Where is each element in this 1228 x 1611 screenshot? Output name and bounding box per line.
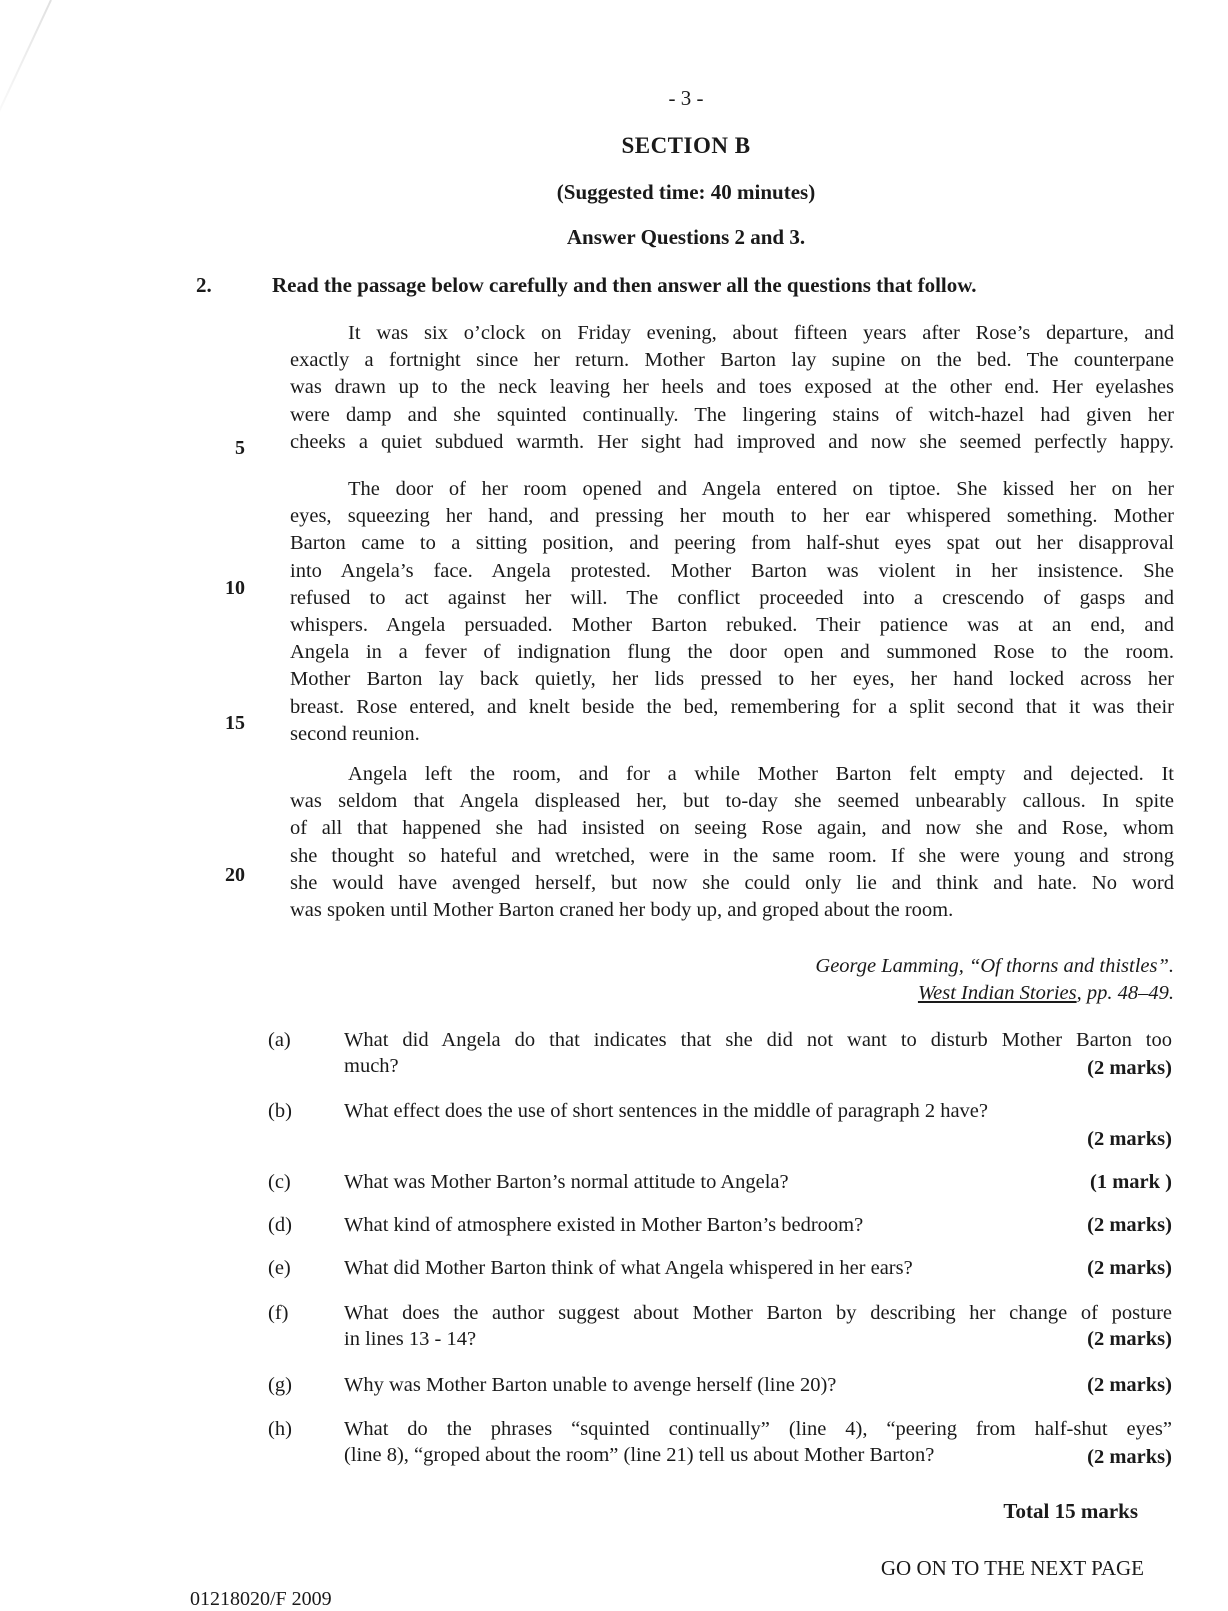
next-page-notice: GO ON TO THE NEXT PAGE	[880, 1556, 1144, 1580]
sub-question-text: What did Angela do that indicates that she did not want to disturb Mother Barton too	[344, 1029, 1172, 1051]
sub-question-text: What effect does the use of short sentences in the middle of paragraph 2 have?	[344, 1100, 988, 1122]
marks-label: (2 marks)	[1087, 1128, 1172, 1150]
scan-artifact	[0, 0, 52, 136]
section-title: SECTION B	[621, 133, 751, 158]
sub-question-h	[268, 1416, 1172, 1470]
passage-line: Angela left the room, and for a while Mother Barton felt empty and dejected. It	[348, 763, 1174, 785]
line-number: 10	[225, 577, 245, 599]
sub-question-a	[268, 1027, 1172, 1081]
total-marks: Total 15 marks	[1003, 1499, 1138, 1523]
sub-question-text: What do the phrases “squinted continually” (line 4), “peering from half-shut eyes”	[344, 1418, 1172, 1440]
passage-line: breast. Rose entered, and knelt beside the bed, remembering for a split second that it was their	[290, 695, 1174, 718]
marks-label: (2 marks)	[1087, 1057, 1172, 1079]
page-number: - 3 -	[668, 86, 704, 110]
line-number: 15	[225, 712, 245, 734]
suggested-time: (Suggested time: 40 minutes)	[556, 180, 816, 204]
passage-line: whispers. Angela persuaded. Mother Barton rebuked. Their patience was at an end, and	[290, 614, 1174, 637]
passage-line: The door of her room opened and Angela entered on tiptoe. She kissed her on her	[348, 478, 1174, 500]
passage-line: was seldom that Angela displeased her, but to-day she seemed unbearably callous. In spite	[290, 790, 1174, 813]
sub-question-label: (a)	[268, 1029, 291, 1051]
sub-question-label: (e)	[268, 1257, 291, 1279]
sub-question-d	[268, 1212, 1172, 1240]
passage-line: Mother Barton lay back quietly, her lids pressed to her eyes, her hand locked across her	[290, 668, 1174, 691]
passage-line: eyes, squeezing her hand, and pressing her mouth to her ear whispered something. Mother	[290, 505, 1174, 528]
citation-author: George Lamming, “Of thorns and thistles”.	[815, 955, 1174, 977]
sub-question-label: (b)	[268, 1100, 292, 1122]
line-number: 5	[235, 437, 245, 459]
marks-label: (2 marks)	[1087, 1446, 1172, 1468]
citation-source	[918, 982, 1174, 1005]
sub-question-e	[268, 1255, 1172, 1283]
answer-instruction: Answer Questions 2 and 3.	[566, 225, 806, 249]
passage-line: cheeks a quiet subdued warmth. Her sight had improved and now she seemed perfectly happy.	[290, 430, 1174, 453]
passage-paragraph-1	[290, 320, 1174, 456]
passage-line: It was six o’clock on Friday evening, about fifteen years after Rose’s departure, and	[348, 322, 1174, 344]
passage-line: was spoken until Mother Barton craned her body up, and groped about the room.	[290, 899, 954, 922]
marks-label: (1 mark )	[1090, 1171, 1172, 1193]
marks-label: (2 marks)	[1087, 1374, 1172, 1396]
marks-label: (2 marks)	[1087, 1328, 1172, 1350]
passage-line: of all that happened she had insisted on seeing Rose again, and now she and Rose, whom	[290, 817, 1174, 840]
citation-pages: , pp. 48–49.	[1076, 982, 1174, 1004]
passage-line: exactly a fortnight since her return. Mother Barton lay supine on the bed. The counterpane	[290, 349, 1174, 372]
sub-question-label: (f)	[268, 1302, 289, 1324]
sub-question-text: (line 8), “groped about the room” (line 21) tell us about Mother Barton?	[344, 1444, 935, 1466]
sub-question-f	[268, 1300, 1172, 1354]
line-number: 20	[225, 864, 245, 886]
sub-question-label: (g)	[268, 1374, 292, 1396]
sub-question-text: What does the author suggest about Mother Barton by describing her change of posture	[344, 1302, 1172, 1324]
passage-line: were damp and she squinted continually. The lingering stains of witch-hazel had given her	[290, 403, 1174, 426]
passage-line: Barton came to a sitting position, and peering from half-shut eyes spat out her disapproval	[290, 532, 1174, 555]
passage-line: Angela in a fever of indignation flung the door open and summoned Rose to the room.	[290, 641, 1174, 664]
passage-line: was drawn up to the neck leaving her heels and toes exposed at the other end. Her eyelashes	[290, 376, 1174, 399]
passage-line: second reunion.	[290, 722, 420, 745]
marks-label: (2 marks)	[1087, 1214, 1172, 1236]
sub-question-text: What was Mother Barton’s normal attitude to Angela?	[344, 1171, 789, 1193]
passage-paragraph-2	[290, 476, 1174, 748]
sub-question-text: in lines 13 - 14?	[344, 1328, 477, 1350]
sub-question-c	[268, 1169, 1172, 1197]
question-number: 2.	[196, 273, 212, 297]
sub-question-label: (c)	[268, 1171, 291, 1193]
marks-label: (2 marks)	[1087, 1257, 1172, 1279]
question-instruction: Read the passage below carefully and then answer all the questions that follow.	[272, 273, 977, 297]
sub-question-text: What did Mother Barton think of what Angela whispered in her ears?	[344, 1257, 913, 1279]
passage-line: she thought so hateful and wretched, were in the same room. If she were young and strong	[290, 844, 1174, 867]
exam-code: 01218020/F 2009	[190, 1588, 332, 1610]
sub-question-b	[268, 1098, 1172, 1152]
sub-question-text: What kind of atmosphere existed in Mother Barton’s bedroom?	[344, 1214, 864, 1236]
passage-line: refused to act against her will. The conflict proceeded into a crescendo of gasps and	[290, 586, 1174, 609]
sub-question-label: (h)	[268, 1418, 292, 1440]
sub-question-label: (d)	[268, 1214, 292, 1236]
sub-question-text: Why was Mother Barton unable to avenge herself (line 20)?	[344, 1374, 837, 1396]
passage-line: she would have avenged herself, but now she could only lie and think and hate. No word	[290, 871, 1174, 894]
passage-line: into Angela’s face. Angela protested. Mother Barton was violent in her insistence. She	[290, 559, 1174, 582]
passage-paragraph-3	[290, 761, 1174, 924]
sub-question-text: much?	[344, 1055, 399, 1077]
sub-question-g	[268, 1372, 1172, 1400]
citation-book: West Indian Stories	[917, 982, 1077, 1004]
